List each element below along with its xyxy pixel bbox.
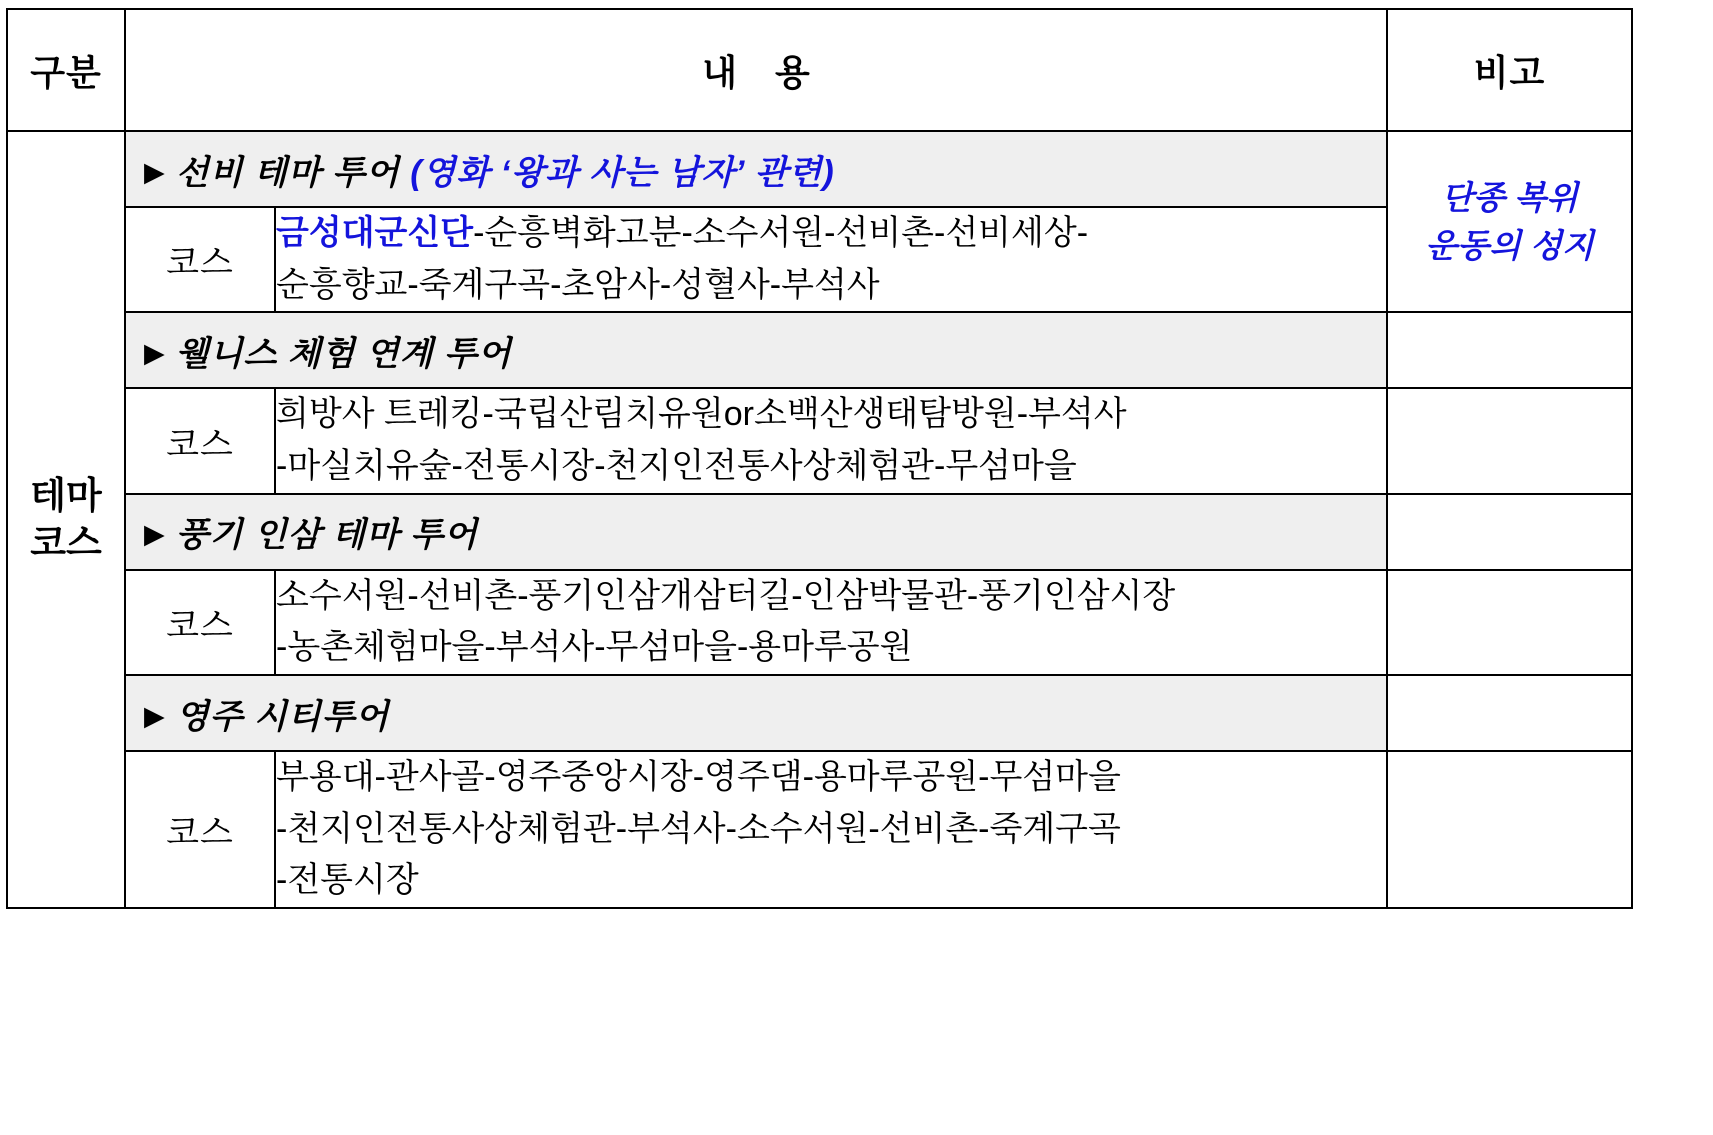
section-row-1: [7, 131, 1632, 207]
section-title-text-4: 영주 시티투어: [175, 697, 390, 736]
triangle-marker-icon-1: ▶: [144, 156, 166, 187]
division-cell-theme-course: [7, 131, 125, 908]
section-row-2: [7, 312, 1632, 388]
section-title-cell-4: [125, 675, 1387, 751]
section-title-cell-1: [125, 131, 1387, 207]
section-title-2: [144, 335, 512, 373]
remark-line-1b: 운동의 성지: [1425, 226, 1594, 264]
course-label-2: 코스: [125, 388, 275, 493]
remark-cell-3b: [1387, 570, 1632, 675]
remark-cell-3: [1387, 494, 1632, 570]
division-label-line1: 테마: [30, 475, 102, 517]
table-header-row: [7, 9, 1632, 131]
course-line-3b: -농촌체험마을-부석사-무섬마을-용마루공원: [276, 628, 913, 667]
course-line-3a: 소수서원-선비촌-풍기인삼개삼터길-인삼박물관-풍기인삼시장: [276, 576, 1176, 615]
course-rest-1a: -순흥벽화고분-소수서원-선비촌-선비세상-: [473, 214, 1089, 252]
section-title-text-1: 선비 테마 투어: [175, 153, 400, 192]
triangle-marker-icon-4: ▶: [144, 700, 166, 731]
section-title-4: [144, 698, 389, 736]
course-row-4: [7, 751, 1632, 908]
course-line-2b: -마실치유숲-전통시장-천지인전통사상체험관-무섬마을: [276, 447, 1077, 486]
course-label-3: 코스: [125, 570, 275, 675]
section-title-3: [144, 516, 478, 554]
section-title-cell-2: [125, 312, 1387, 388]
course-line-4c: -전통시장: [276, 861, 419, 900]
triangle-marker-icon-3: ▶: [144, 519, 166, 550]
course-content-3: [275, 570, 1387, 675]
section-row-4: [7, 675, 1632, 751]
course-line-4b: -천지인전통사상체험관-부석사-소수서원-선비촌-죽계구곡: [276, 809, 1121, 848]
course-content-2: [275, 388, 1387, 493]
section-title-cell-3: [125, 494, 1387, 570]
course-content-4: [275, 751, 1387, 908]
course-label-1: 코스: [125, 207, 275, 312]
course-line-4a: 부용대-관사골-영주중앙시장-영주댐-용마루공원-무섬마을: [276, 758, 1121, 797]
remark-cell-4: [1387, 675, 1632, 751]
course-accent-1: 금성대군신단: [276, 214, 474, 252]
course-row-3: [7, 570, 1632, 675]
course-line-2a: 희방사 트레킹-국립산림치유원or소백산생태탐방원-부석사: [276, 395, 1127, 434]
remark-cell-4b: [1387, 751, 1632, 908]
section-title-accent-1: (영화 ‘왕과 사는 남자’ 관련): [410, 153, 835, 192]
document-page: [0, 8, 1713, 1135]
section-title-1: [144, 154, 835, 192]
course-line-1b: 순흥향교-죽계구곡-초암사-성혈사-부석사: [276, 265, 880, 304]
course-content-1: [275, 207, 1387, 312]
theme-course-table: [6, 8, 1633, 909]
remark-cell-1: [1387, 131, 1632, 312]
remark-cell-2: [1387, 312, 1632, 388]
triangle-marker-icon-2: ▶: [144, 337, 166, 368]
section-title-text-3: 풍기 인삼 테마 투어: [175, 516, 478, 555]
course-row-2: [7, 388, 1632, 493]
division-label-line2: 코스: [30, 521, 102, 563]
header-remark: 비고: [1387, 9, 1632, 131]
header-division: 구분: [7, 9, 125, 131]
remark-cell-2b: [1387, 388, 1632, 493]
section-title-text-2: 웰니스 체험 연계 투어: [175, 334, 512, 373]
header-content: 내 용: [125, 9, 1387, 131]
course-label-4: 코스: [125, 751, 275, 908]
remark-line-1a: 단종 복위: [1441, 178, 1578, 216]
course-line-1a: [276, 208, 1386, 260]
section-row-3: [7, 494, 1632, 570]
